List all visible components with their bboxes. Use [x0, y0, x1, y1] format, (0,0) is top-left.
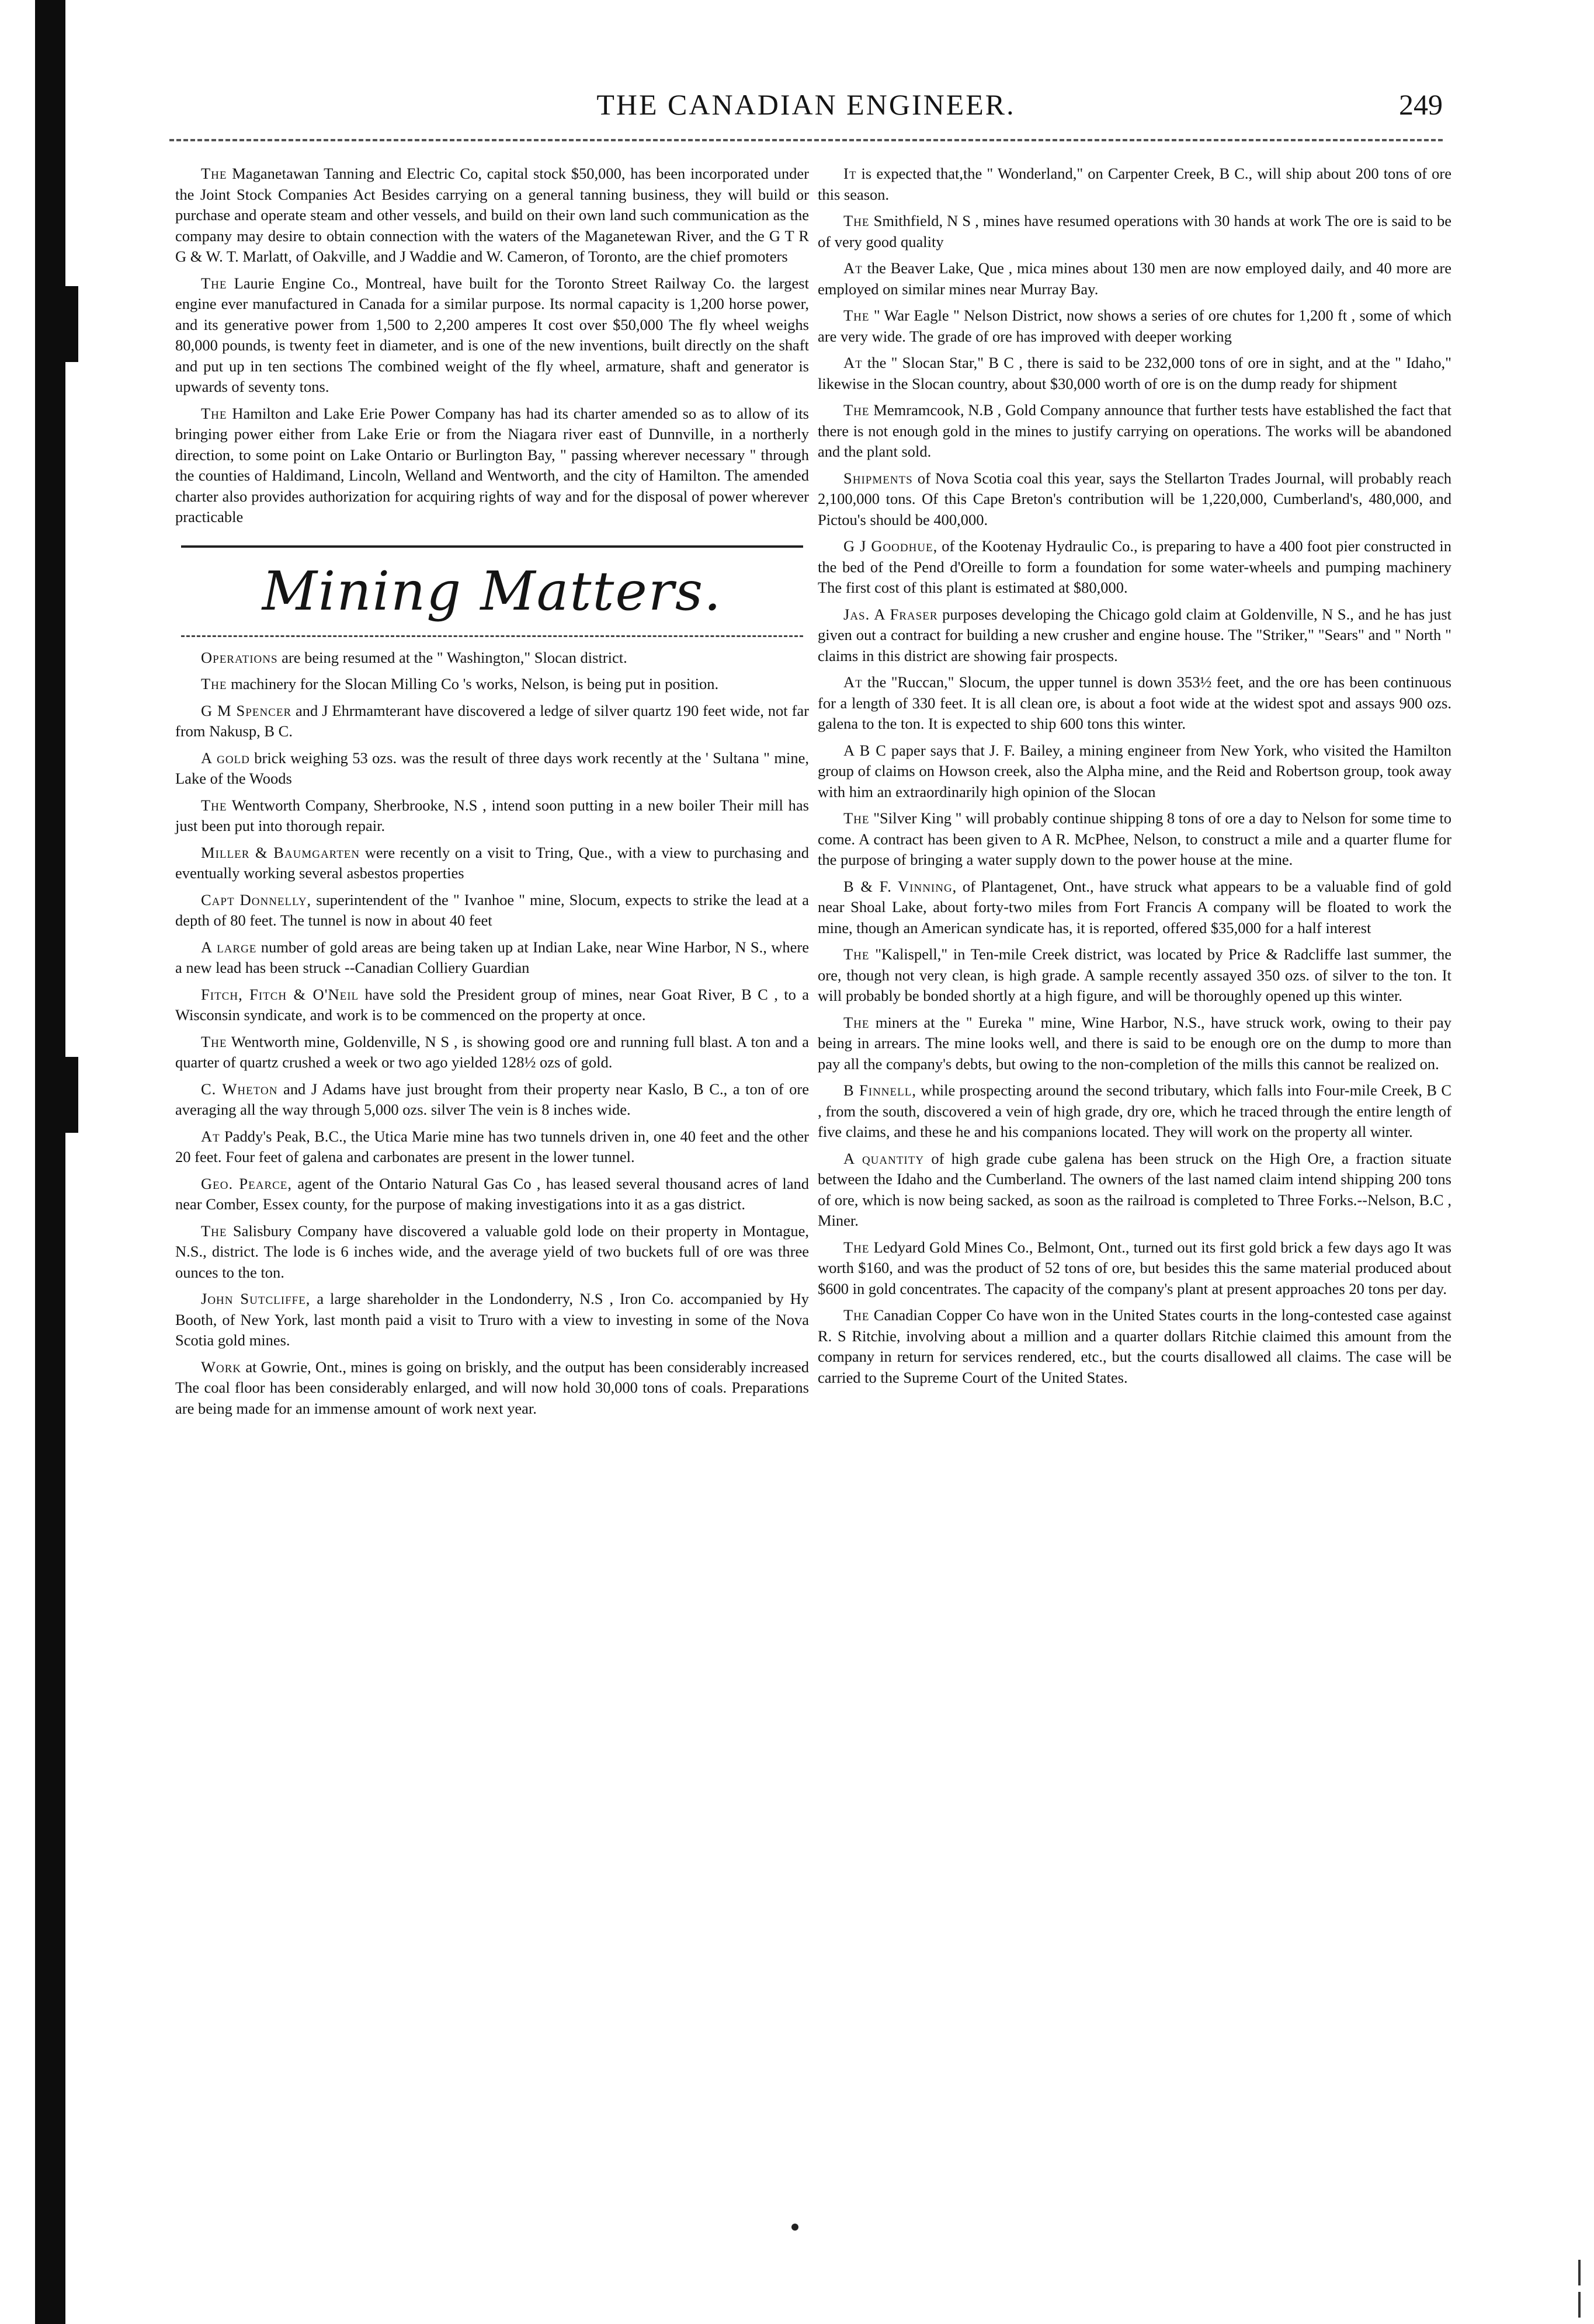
paragraph-lead: Jas. A Fraser	[843, 605, 938, 623]
paragraph-text: "Silver King " will probably continue shipping 8 tons of ore a day to Nelson for some time to come. A contract has been given to A R. McPhee, Nelson, to construct a mile and a quarter flume for the purpose of bringing a water supply down to the power house at the mine.	[818, 809, 1451, 868]
paragraph-lead: The	[843, 1238, 870, 1256]
article-paragraph	[818, 163, 1451, 205]
paragraph-text: of Nova Scotia coal this year, says the Stellarton Trades Journal, will probably reach 2,100,000 tons. Of this Cape Breton's contribution will be 1,220,000, Cumberland's, 480,000, and Pictou's should be 400,000.	[818, 469, 1451, 528]
paragraph-lead: Shipments	[843, 469, 913, 487]
paragraph-text: have sold the President group of mines, near Goat River, B C , to a Wisconsin syndicate, and work is to be commenced on the property at once.	[175, 985, 810, 1024]
paragraph-lead: The	[201, 165, 227, 182]
article-paragraph	[175, 1079, 809, 1121]
paragraph-lead: G M Spencer	[201, 701, 292, 719]
paragraph-lead: It	[843, 165, 857, 182]
paragraph-text: brick weighing 53 ozs. was the result of three days work recently at the ' Sultana " mine, Lake of the Woods	[175, 749, 809, 787]
article-paragraph	[175, 648, 809, 669]
article-paragraph	[175, 1357, 809, 1420]
article-paragraph	[818, 536, 1451, 599]
article-paragraph	[175, 273, 809, 398]
article-paragraph	[175, 1289, 809, 1351]
article-paragraph	[818, 1305, 1451, 1388]
paragraph-lead: The	[201, 796, 227, 814]
paragraph-lead: At	[843, 259, 863, 277]
paragraph-text: " War Eagle " Nelson District, now shows a series of ore chutes for 1,200 ft , some of which are very wide. The grade of ore has improved with deeper working	[818, 307, 1451, 345]
article-paragraph	[818, 1080, 1451, 1143]
paragraph-lead: The	[201, 675, 227, 693]
article-paragraph	[175, 890, 809, 931]
article-paragraph	[175, 984, 809, 1026]
section-heading: Mining Matters.	[262, 559, 723, 622]
article-paragraph	[818, 305, 1451, 347]
article-paragraph	[818, 211, 1451, 252]
article-paragraph	[818, 944, 1451, 1007]
page-header	[169, 88, 1443, 134]
article-paragraph	[175, 748, 809, 789]
paragraph-text: machinery for the Slocan Milling Co 's works, Nelson, is being put in position.	[227, 675, 719, 693]
paragraph-lead: At	[843, 354, 863, 371]
paragraph-lead: A B C	[843, 741, 887, 759]
article-paragraph	[175, 1032, 809, 1073]
paragraph-lead: Work	[201, 1358, 242, 1376]
paragraph-lead: The	[843, 945, 870, 963]
mining-articles	[175, 648, 809, 1420]
article-paragraph	[175, 674, 809, 695]
paragraph-text: the " Slocan Star," B C , there is said to be 232,000 tons of ore in sight, and at the " Idaho," likewise in the Slocan country, about $30,000 worth of ore is on the dump ready for shipment	[818, 354, 1451, 392]
paragraph-text: paper says that J. F. Bailey, a mining engineer from New York, who visited the Hamilton group of claims on Howson creek, also the Alpha mine, and the Reid and Robertson group, took away with him an extraordinarily high opinion of the Slocan	[818, 741, 1451, 801]
right-column	[818, 163, 1451, 1394]
paragraph-text: Memramcook, N.B , Gold Company announce that further tests have established the fact that there is not enough gold in the mines to justify carrying on operations. The works will be abandoned and the plant sold.	[818, 401, 1451, 460]
article-paragraph	[818, 400, 1451, 462]
header-rule	[169, 139, 1443, 141]
paragraph-lead: G J Goodhue,	[843, 537, 938, 555]
paragraph-lead: The	[843, 212, 870, 229]
paragraph-lead: The	[201, 1032, 227, 1050]
paragraph-text: Smithfield, N S , mines have resumed operations with 30 hands at work The ore is said to be of very good quality	[818, 212, 1451, 251]
heading-rule-top	[181, 545, 803, 548]
paragraph-text: and J Ehrmamterant have discovered a ledge of silver quartz 190 feet wide, not far from Nakusp, B C.	[175, 701, 809, 740]
paragraph-lead: The	[201, 404, 227, 422]
paragraph-text: were recently on a visit to Tring, Que., with a view to purchasing and eventually working several asbestos properties	[175, 843, 809, 882]
article-paragraph	[818, 740, 1451, 803]
paragraph-lead: The	[201, 1222, 227, 1240]
article-paragraph	[818, 1149, 1451, 1231]
paragraph-text: Wentworth Company, Sherbrooke, N.S , intend soon putting in a new boiler Their mill has just been put into thorough repair.	[175, 796, 809, 834]
paragraph-lead: Operations	[201, 648, 278, 666]
paragraph-text: is expected that,the " Wonderland," on Carpenter Creek, B C., will ship about 200 tons of ore this season.	[818, 165, 1451, 203]
paragraph-text: Hamilton and Lake Erie Power Company has had its charter amended so as to allow of its bringing power either from Lake Erie or from the Niagara river east of Dunnville, in a northerly direction, to some point on Lake Ontario or Burlington Bay, " passing wherever necessary " through the counties of Haldimand, Lincoln, Welland and Wentworth, and the city of Hamilton. The amended charter also provides authorization for acquiring rights of way and for the disposal of power wherever practicable	[175, 404, 809, 526]
paragraph-text: Maganetawan Tanning and Electric Co, capital stock $50,000, has been incorporated under the Joint Stock Companies Act Besides carrying on a general tanning business, they will build or purchase and operate steam and other vessels, and build on their own land such communication as the company may desire to obtain connection with the waters of the Maganetewan River, and the G T R G & W. T. Marlatt, of Oakville, and J Waddie and W. Cameron, of Toronto, are the chief promoters	[175, 165, 809, 265]
paragraph-text: Ledyard Gold Mines Co., Belmont, Ont., turned out its first gold brick a few days ago It was worth $160, and was the product of 52 tons of ore, but besides this the same material produced about $600 in gold concentrates. The capacity of the company's plant at present approaches 20 tons per day.	[818, 1238, 1451, 1297]
right-articles	[818, 163, 1451, 1388]
paragraph-text: at Gowrie, Ont., mines is going on briskly, and the output has been considerably increased The coal floor has been considerably enlarged, and will now hold 30,000 tons of coals. Preparations are being made for an immense amount of work next year.	[175, 1358, 809, 1417]
paragraph-text: Paddy's Peak, B.C., the Utica Marie mine has two tunnels driven in, one 40 feet and the other 20 feet. Four feet of galena and carbonates are present in the lower tunnel.	[175, 1127, 809, 1166]
paragraph-text: miners at the " Eureka " mine, Wine Harbor, N.S., have struck work, owing to their pay being in arrears. The mine looks well, and there is said to be enough ore on the dump to more than pay all the company's debts, but owing to the non-completion of the mills this cannot be realized on.	[818, 1013, 1451, 1073]
paragraph-lead: The	[843, 307, 870, 324]
paragraph-text: of Plantagenet, Ont., have struck what appears to be a valuable find of gold near Shoal Lake, about forty-two miles from Fort Francis A company will be floated to work the mine, though an American syndicate has, it is reported, offered $35,000 for a half interest	[818, 877, 1451, 937]
article-paragraph	[818, 808, 1451, 871]
article-paragraph	[175, 163, 809, 267]
article-paragraph	[175, 843, 809, 884]
paragraph-text: the Beaver Lake, Que , mica mines about 130 men are now employed daily, and 40 more are employed on similar mines near Murray Bay.	[818, 259, 1451, 298]
paragraph-lead: C. Wheton	[201, 1080, 278, 1098]
paragraph-lead: The	[843, 809, 870, 827]
paragraph-text: the "Ruccan," Slocum, the upper tunnel is down 353½ feet, and the ore has been continuous for a length of 330 feet. It is all clean ore, is about a foot wide at the widest spot and assays 900 ozs. galena to the ton. It is expected to ship 600 tons this winter.	[818, 673, 1451, 732]
article-paragraph	[818, 258, 1451, 300]
paragraph-text: and J Adams have just brought from their property near Kaslo, B C., a ton of ore averaging all the way through 5,000 ozs. silver The vein is 8 inches wide.	[175, 1080, 809, 1118]
article-paragraph	[818, 353, 1451, 394]
paragraph-lead: B & F. Vinning,	[843, 877, 957, 895]
paragraph-lead: Fitch, Fitch & O'Neil	[201, 985, 359, 1003]
paragraph-lead: Miller & Baumgarten	[201, 843, 360, 861]
paragraph-lead: Geo. Pearce,	[201, 1174, 293, 1192]
print-mark	[791, 2224, 798, 2231]
paragraph-lead: A gold	[201, 749, 250, 767]
paragraph-text: purposes developing the Chicago gold claim at Goldenville, N S., and he has just given out a contract for building a new crusher and engine house. The "Striker," "Sears" and " North " claims in this district are showing fair prospects.	[818, 605, 1452, 665]
article-paragraph	[175, 1126, 809, 1168]
paragraph-text: Salisbury Company have discovered a valuable gold lode on their property in Montague, N.S., district. The lode is 6 inches wide, and the average yield of two buckets full of ore was three ounces to the ton.	[175, 1222, 809, 1281]
paragraph-lead: The	[843, 401, 870, 419]
paragraph-lead: The	[843, 1013, 870, 1031]
paragraph-lead: At	[201, 1127, 220, 1145]
binding-mark	[58, 286, 78, 362]
paragraph-lead: John Sutcliffe,	[201, 1290, 311, 1307]
paragraph-text: number of gold areas are being taken up at Indian Lake, near Wine Harbor, N S., where a new lead has been struck --Canadian Colliery Guardian	[175, 938, 809, 976]
article-paragraph	[175, 1221, 809, 1283]
paragraph-text: Laurie Engine Co., Montreal, have built for the Toronto Street Railway Co. the largest engine ever manufactured in Canada for a similar purpose. Its normal capacity is 1,200 horse power, and its generative power from 1,500 to 2,200 amperes It cost over $50,000 The fly wheel weighs 80,000 pounds, is twenty feet in diameter, and is one of the new inventions, built directly on the shaft and put up in ten sections The combined weight of the fly wheel, armature, shaft and generator is upwards of seventy tons.	[175, 274, 809, 395]
article-paragraph	[818, 1237, 1451, 1300]
article-paragraph	[175, 1174, 809, 1215]
paragraph-lead: A quantity	[843, 1149, 925, 1167]
heading-rule-bottom	[181, 635, 803, 637]
paragraph-text: a large shareholder in the Londonderry, N.S , Iron Co. accompanied by Hy Booth, of New York, last month paid a visit to Truro with a view to investing in some of the Nova Scotia gold mines.	[175, 1290, 809, 1349]
article-paragraph	[818, 468, 1451, 531]
paragraph-text: while prospecting around the second tributary, which falls into Four-mile Creek, B C , from the south, discovered a vein of high grade, dry ore, which he traced through the entire length of five claims, and these he and his companions located. They will work on the property all winter.	[818, 1081, 1451, 1140]
journal-title: THE CANADIAN ENGINEER.	[596, 88, 1016, 121]
article-paragraph	[818, 604, 1451, 667]
page-number: 249	[1399, 88, 1443, 121]
paragraph-lead: Capt Donnelly,	[201, 890, 312, 909]
paragraph-text: are being resumed at the " Washington," Slocan district.	[277, 648, 627, 666]
article-paragraph	[175, 403, 809, 528]
left-column	[175, 163, 809, 1425]
paragraph-text: Wentworth mine, Goldenville, N S , is showing good ore and running full blast. A ton and a quarter of quartz crushed a week or two ago yielded 128½ ozs of gold.	[175, 1032, 809, 1071]
paragraph-text: of the Kootenay Hydraulic Co., is preparing to have a 400 foot pier constructed in the bed of the Pend d'Oreille to form a foundation for some water-wheels and pumping machinery The first cost of this plant is estimated at $80,000.	[818, 537, 1451, 596]
paragraph-text: Canadian Copper Co have won in the United States courts in the long-contested case against R. S Ritchie, involving about a million and a quarter dollars Ritchie claimed this amount from the company in return for services rendered, etc., but the courts disallowed all claims. The case will be carried to the Supreme Court of the United States.	[818, 1306, 1451, 1386]
article-paragraph	[818, 1013, 1451, 1075]
binding-mark	[58, 1057, 78, 1133]
paragraph-lead: At	[843, 673, 863, 691]
paragraph-text: "Kalispell," in Ten-mile Creek district, was located by Price & Radcliffe last summer, the ore, though not very clean, is high grade. A sample recently assayed 350 ozs. of silver to the ton. It will probably be bonded shortly at a high figure, and will be thoroughly opened up this winter.	[818, 945, 1451, 1004]
left-top-articles	[175, 163, 809, 528]
edge-mark	[1578, 2260, 1581, 2285]
article-paragraph	[818, 672, 1451, 735]
article-paragraph	[175, 701, 809, 742]
paragraph-lead: The	[201, 274, 227, 292]
paragraph-lead: B Finnell,	[843, 1081, 916, 1099]
paragraph-lead: The	[843, 1306, 870, 1324]
edge-mark	[1578, 2292, 1581, 2318]
paragraph-text: superintendent of the " Ivanhoe " mine, Slocum, expects to strike the lead at a depth of 80 feet. The tunnel is now in about 40 feet	[175, 890, 809, 929]
paragraph-text: of high grade cube galena has been struck on the High Ore, a fraction situate between the Idaho and the Cumberland. The owners of the last named claim intend shipping 200 tons of ore, which is now being sacked, as soon as the railroad is completed to Three Forks.--Nelson, B.C , Miner.	[818, 1149, 1451, 1229]
paragraph-text: agent of the Ontario Natural Gas Co , has leased several thousand acres of land near Comber, Essex county, for the purpose of making investigations into it as a gas district.	[175, 1174, 810, 1213]
article-paragraph	[818, 876, 1451, 939]
section-heading-block	[175, 545, 809, 637]
article-paragraph	[175, 795, 809, 837]
paragraph-lead: A large	[201, 938, 257, 956]
article-paragraph	[175, 937, 809, 979]
